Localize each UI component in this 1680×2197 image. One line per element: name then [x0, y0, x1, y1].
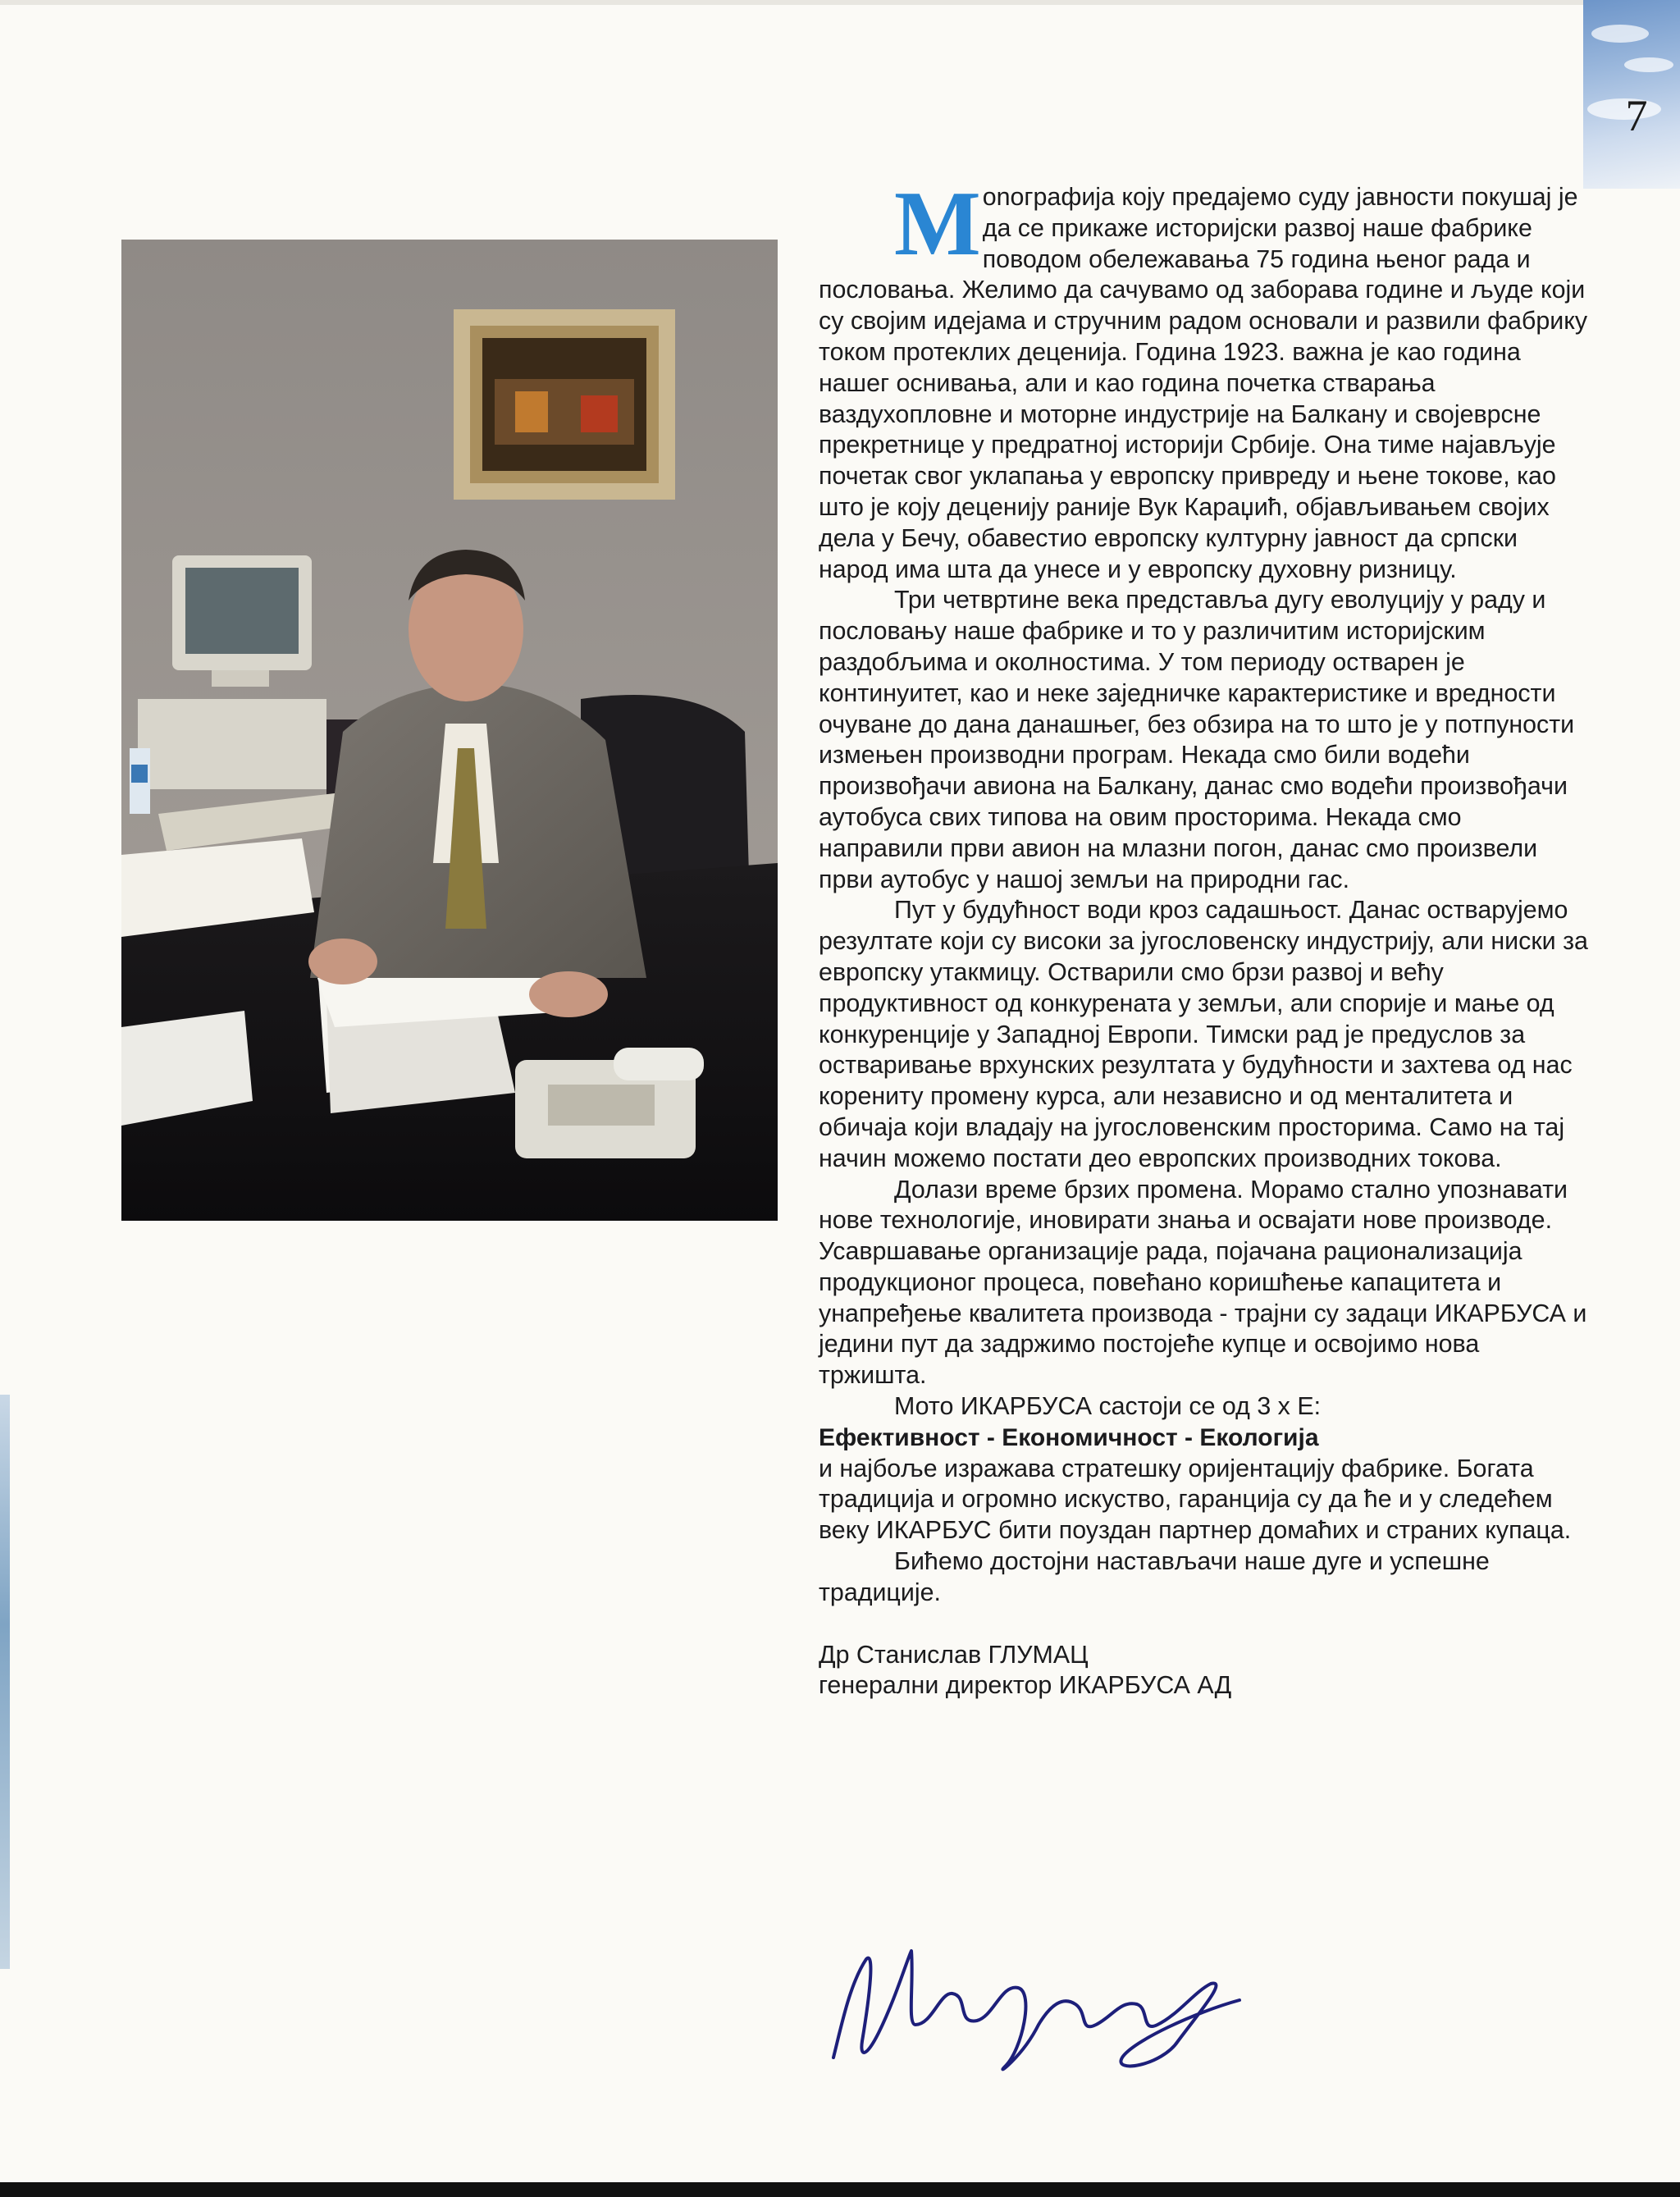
facing-page-bleed — [0, 1395, 10, 1969]
letter-paragraph-1: оnографија коју предајемо суду јавности покушај је да се прикаже историјски развој наше фабрике поводом обележавања 75 година њеног рада и пословања. Желимо да сачувамо од заборава године и људе који су својим идејама и стручним радом основали и развили фабрику током протеклих деценија. Година 1923. важна је као година нашег оснивања, али и као година почетка стварања ваздухопловне и моторне индустрије на Балкану и својеврсне прекретнице у предратној историји Србије. Она тиме најављује почетак свог уклапања у европску привреду и њене токове, као што је коју деценију раније Вук Караџић, објављивањем својих дела у Бечу, обавестио европску културну јавност да српски народ има шта да унесе и у европску духовну ризницу. — [819, 183, 1588, 583]
director-letter — [819, 173, 1590, 1701]
letter-paragraph-3: Пут у будућност води кроз садашњост. Данас остварујемо резултате који су високи за југословенску индустрију, али ниски за европску утакмицу. Остварили смо брзи развој и већу продуктивност од конкурената у земљи, али спорије и мање од конкуренције у Западној Европи. Тимски рад је предуслов за остваривање врхунских резултата у будућности и захтева од нас корениту промену курса, али независно и од менталитета и обичаја који владају на југословенским просторима. Само на тај начин можемо постати део европских производних токова. — [819, 896, 1588, 1172]
company-motto: Ефективност - Економичност - Екологија — [819, 1423, 1319, 1451]
signatory-title: генерални директор ИКАРБУСА АД — [819, 1671, 1232, 1700]
letter-paragraph-4: Долази време брзих промена. Морамо стално упознавати нове технологије, иновирати знања и освајати нове производе. Усавршавање организације рада, појачана рационализација продукционог процеса, повећано коришћење капацитета и унапређење квалитета производа - трајни су задаци ИКАРБУСА и једини пут да задржимо постојеће купце и освојимо нова тржишта. — [819, 1175, 1587, 1390]
portrait-photo — [121, 240, 778, 1221]
drop-cap: М — [894, 173, 981, 275]
page-edge-bottom — [0, 2182, 1680, 2197]
handwritten-signature — [817, 1934, 1260, 2082]
letter-paragraph-2: Три четвртине века представља дугу еволуцију у раду и пословању наше фабрике и то у различитим историјским раздобљима и околностима. У том периоду остварен је континуитет, као и неке заједничке карактеристике и вредности очуване до дана данашњег, без обзира на то што је у потпуности измењен производни програм. Некада смо били водећи произвођачи авиона на Балкану, данас смо водећи произвођачи аутобуса свих типова на овим просторима. Некада смо направили први авион на млазни погон, данас смо произвели први аутобус у нашој земљи на природни гас. — [819, 586, 1575, 893]
page-number: 7 — [1625, 91, 1648, 140]
signatory-name: Др Станислав ГЛУМАЦ — [819, 1640, 1089, 1669]
motto-explanation: и најбоље изражава стратешку оријентацију фабрике. Богата традиција и огромно искуство, гаранција су да ће и у следећем веку ИКАРБУС бити поуздан партнер домаћих и страних купаца. — [819, 1454, 1572, 1545]
closing-sentence: Бићемо достојни настављачи наше дуге и успешне традиције. — [819, 1547, 1490, 1606]
page-edge — [0, 0, 1680, 5]
signature-block — [819, 1640, 1590, 1702]
motto-intro: Мото ИКАРБУСА састоји се од 3 х Е: — [894, 1392, 1322, 1421]
